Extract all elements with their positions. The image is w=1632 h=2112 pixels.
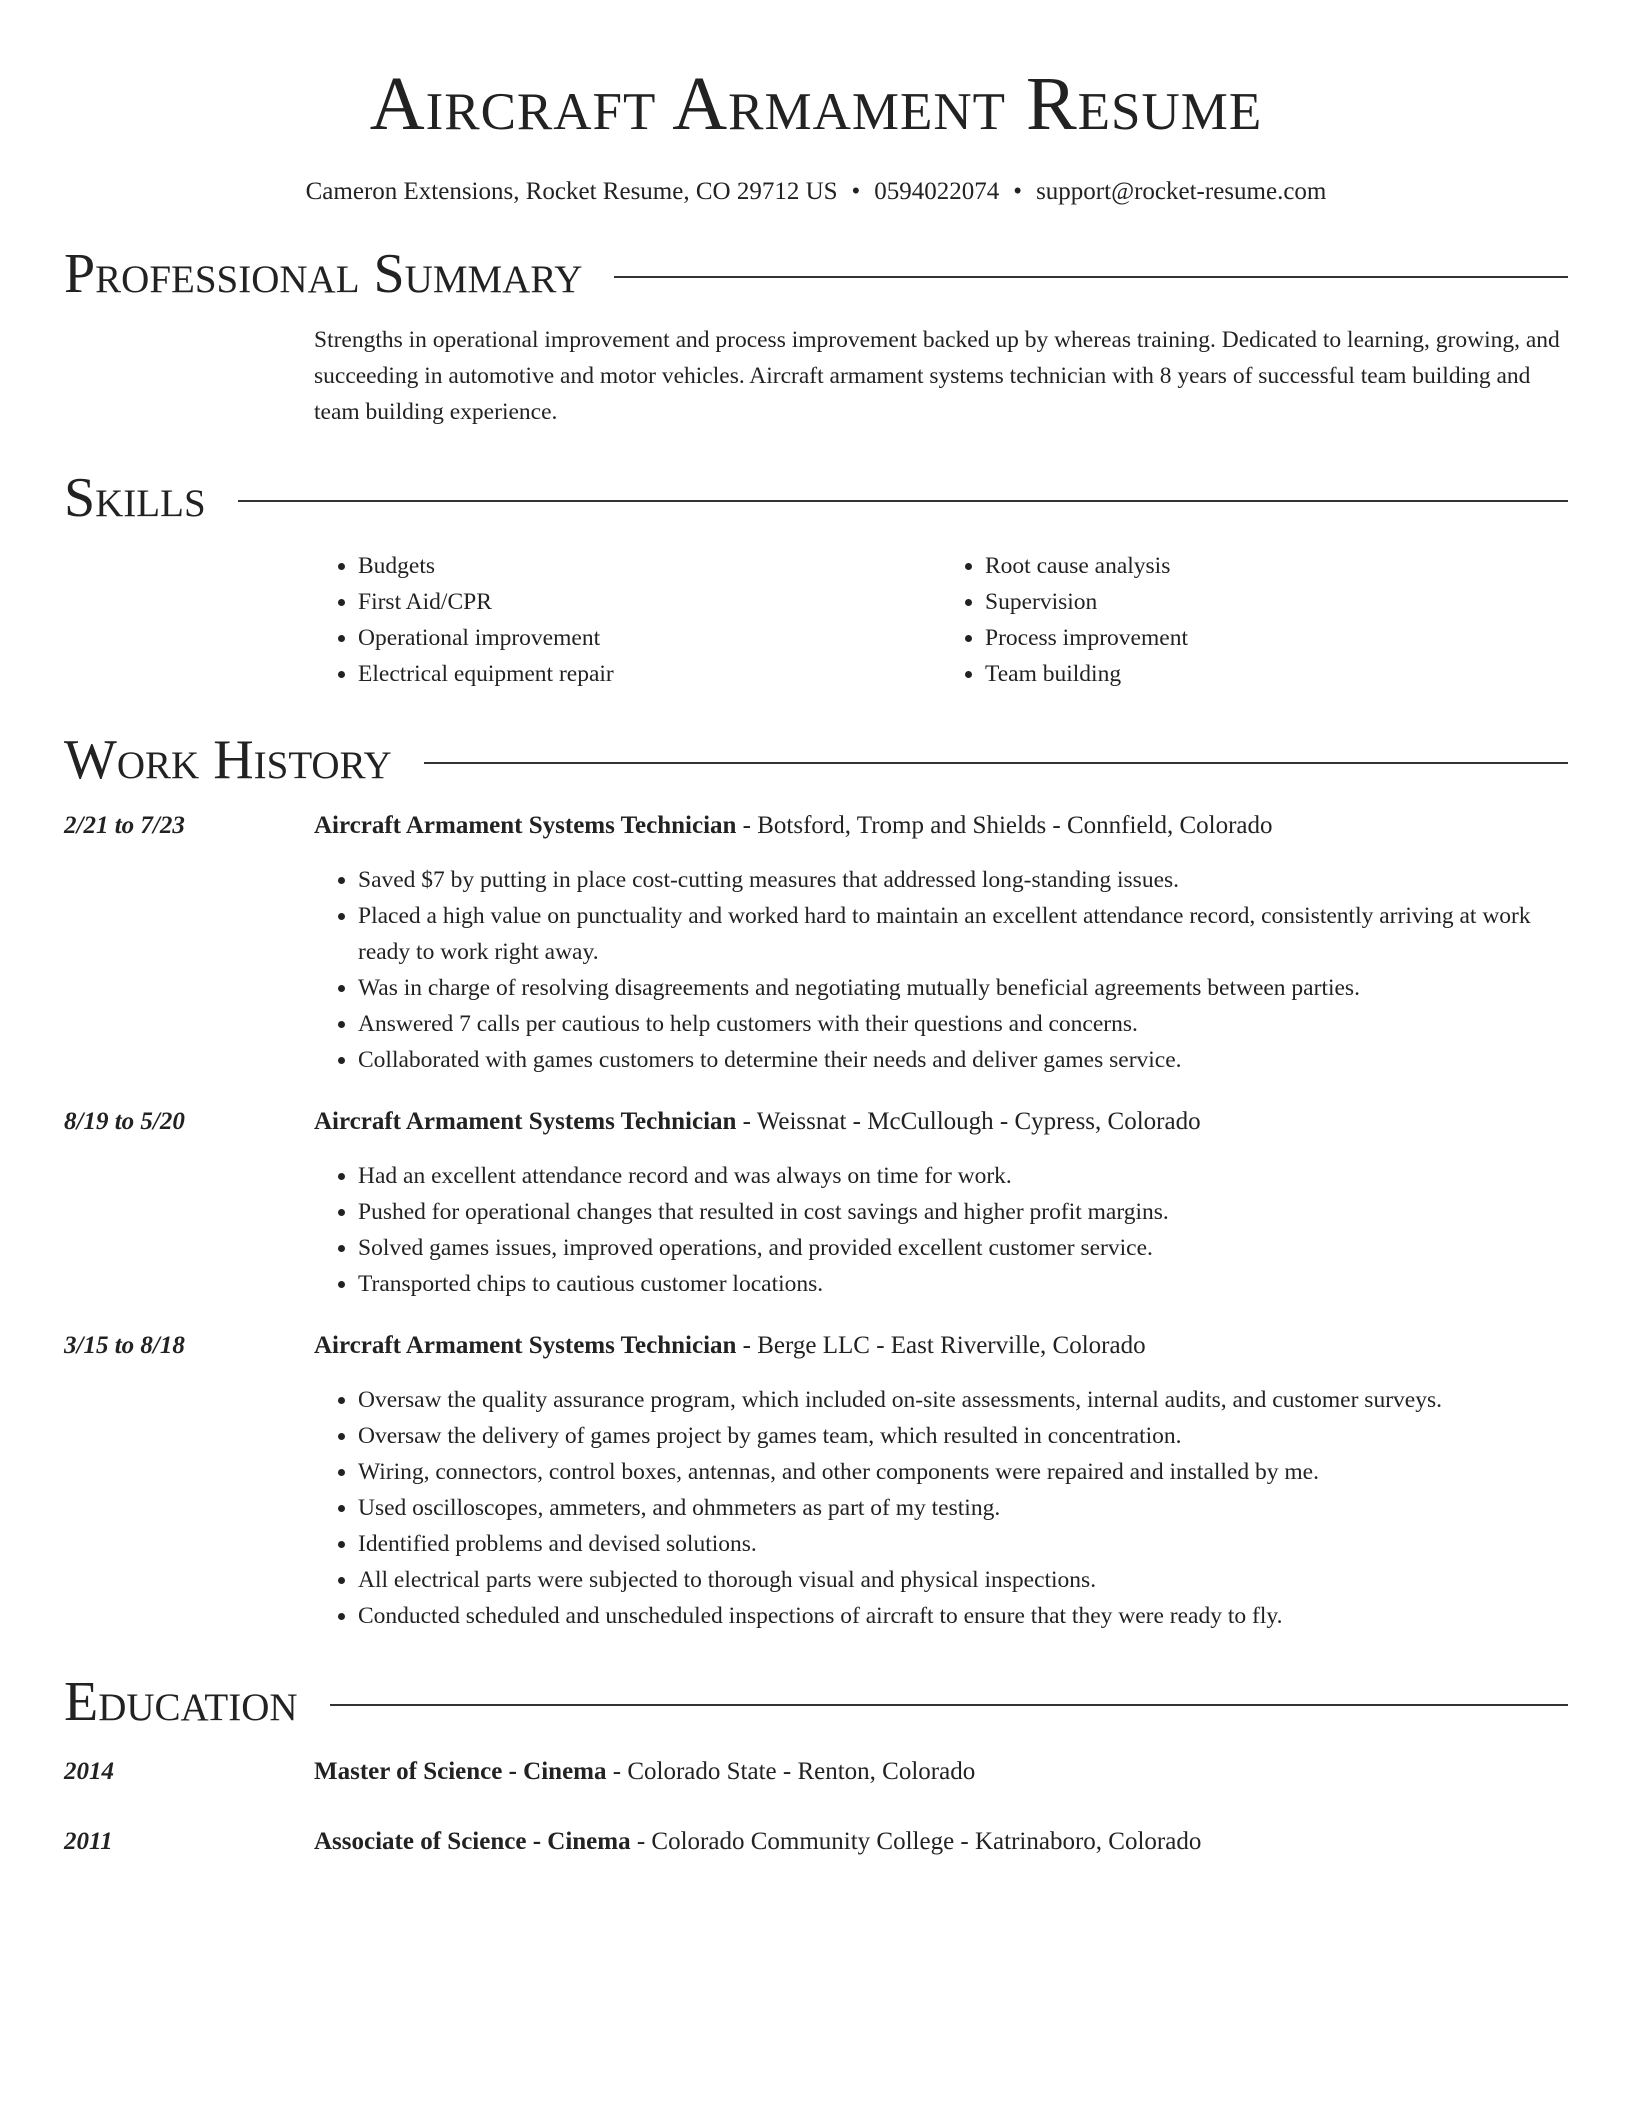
section-header-work: [64, 729, 1568, 791]
skills-list-left: [314, 548, 941, 692]
job-details: - Berge LLC - East Riverville, Colorado: [736, 1332, 1146, 1359]
contact-line: [64, 178, 1568, 206]
section-title-education: Education: [64, 1671, 298, 1733]
job-body: [314, 1328, 1568, 1634]
education-degree: Master of Science - Cinema: [314, 1758, 607, 1785]
skill-item: • Root cause analysis: [985, 548, 1568, 584]
skill-item: • Team building: [985, 656, 1568, 692]
contact-separator: •: [1013, 178, 1023, 205]
section-title-work: Work History: [64, 729, 392, 791]
job-entry: [64, 1104, 1568, 1302]
job-entry: [64, 808, 1568, 1078]
job-bullet: • Oversaw the quality assurance program, which included on-site assessments, internal audits, and customer surveys.: [358, 1382, 1568, 1418]
section-divider: [238, 500, 1568, 502]
job-heading: [314, 1104, 1568, 1140]
job-bullet: • Saved $7 by putting in place cost-cutting measures that addressed long-standing issues.: [358, 862, 1568, 898]
job-bullet: • Placed a high value on punctuality and worked hard to maintain an excellent attendance record, consistently arriving at work ready to work right away.: [358, 898, 1568, 970]
section-title-summary: Professional Summary: [64, 243, 583, 305]
skill-item: • Electrical equipment repair: [358, 656, 941, 692]
contact-address: Cameron Extensions, Rocket Resume, CO 29712 US: [305, 178, 838, 205]
skills-spacer: [64, 548, 314, 692]
education-body: [314, 1824, 1568, 1860]
skills-columns: [314, 548, 1568, 692]
job-title: Aircraft Armament Systems Technician: [314, 1108, 737, 1135]
section-divider: [330, 1704, 1568, 1706]
section-divider: [614, 276, 1568, 278]
job-details: - Botsford, Tromp and Shields - Connfield, Colorado: [736, 812, 1273, 839]
section-header-education: [64, 1671, 1568, 1733]
job-bullet: • Was in charge of resolving disagreements and negotiating mutually beneficial agreements between parties.: [358, 970, 1568, 1006]
education-year: 2014: [64, 1758, 114, 1785]
job-bullet: • Identified problems and devised solutions.: [358, 1526, 1568, 1562]
job-dates: 2/21 to 7/23: [64, 812, 185, 839]
summary-spacer: [64, 322, 314, 430]
education-body: [314, 1754, 1568, 1790]
skills-row: [64, 548, 1568, 692]
job-bullets: [314, 1382, 1568, 1634]
job-body: [314, 1104, 1568, 1302]
education-year: 2011: [64, 1828, 113, 1855]
summary-row: [64, 322, 1568, 430]
job-bullet: • Solved games issues, improved operations, and provided excellent customer service.: [358, 1230, 1568, 1266]
skill-item: • Budgets: [358, 548, 941, 584]
contact-separator: •: [851, 178, 861, 205]
contact-email: support@rocket-resume.com: [1036, 178, 1327, 205]
job-bullet: • Used oscilloscopes, ammeters, and ohmmeters as part of my testing.: [358, 1490, 1568, 1526]
skill-item: • First Aid/CPR: [358, 584, 941, 620]
job-bullet: • Transported chips to cautious customer locations.: [358, 1266, 1568, 1302]
skills-list-right: [941, 548, 1568, 692]
job-body: [314, 808, 1568, 1078]
summary-text: Strengths in operational improvement and process improvement backed up by whereas training. Dedicated to learning, growing, and succeeding in automotive and motor vehicles. Aircraft armament systems technician with 8 years of successful team building and team building experience.: [314, 327, 1560, 425]
section-header-skills: [64, 467, 1568, 529]
skill-item: • Process improvement: [985, 620, 1568, 656]
education-entry: [64, 1754, 1568, 1790]
education-entry: [64, 1824, 1568, 1860]
job-dates: 8/19 to 5/20: [64, 1108, 185, 1135]
section-header-summary: [64, 243, 1568, 305]
job-entry: [64, 1328, 1568, 1634]
job-dates: 3/15 to 8/18: [64, 1332, 185, 1359]
job-bullet: • Conducted scheduled and unscheduled inspections of aircraft to ensure that they were ready to fly.: [358, 1598, 1568, 1634]
job-details: - Weissnat - McCullough - Cypress, Colorado: [736, 1108, 1201, 1135]
job-bullet: • Oversaw the delivery of games project by games team, which resulted in concentration.: [358, 1418, 1568, 1454]
job-heading: [314, 1328, 1568, 1364]
job-bullet: • Answered 7 calls per cautious to help customers with their questions and concerns.: [358, 1006, 1568, 1042]
job-bullets: [314, 1158, 1568, 1302]
job-bullet: • Had an excellent attendance record and was always on time for work.: [358, 1158, 1568, 1194]
job-bullets: [314, 862, 1568, 1078]
skill-item: • Operational improvement: [358, 620, 941, 656]
section-title-skills: Skills: [64, 467, 206, 529]
job-title: Aircraft Armament Systems Technician: [314, 812, 737, 839]
skill-item: • Supervision: [985, 584, 1568, 620]
resume-title: Aircraft Armament Resume: [369, 62, 1263, 146]
education-degree: Associate of Science - Cinema: [314, 1828, 631, 1855]
job-title: Aircraft Armament Systems Technician: [314, 1332, 737, 1359]
education-details: - Colorado State - Renton, Colorado: [606, 1758, 976, 1785]
section-divider: [424, 762, 1568, 764]
education-details: - Colorado Community College - Katrinaboro, Colorado: [630, 1828, 1202, 1855]
job-bullet: • Pushed for operational changes that resulted in cost savings and higher profit margins.: [358, 1194, 1568, 1230]
job-bullet: • Wiring, connectors, control boxes, antennas, and other components were repaired and installed by me.: [358, 1454, 1568, 1490]
contact-phone: 0594022074: [874, 178, 1000, 205]
job-heading: [314, 808, 1568, 844]
job-bullet: • Collaborated with games customers to determine their needs and deliver games service.: [358, 1042, 1568, 1078]
job-bullet: • All electrical parts were subjected to thorough visual and physical inspections.: [358, 1562, 1568, 1598]
